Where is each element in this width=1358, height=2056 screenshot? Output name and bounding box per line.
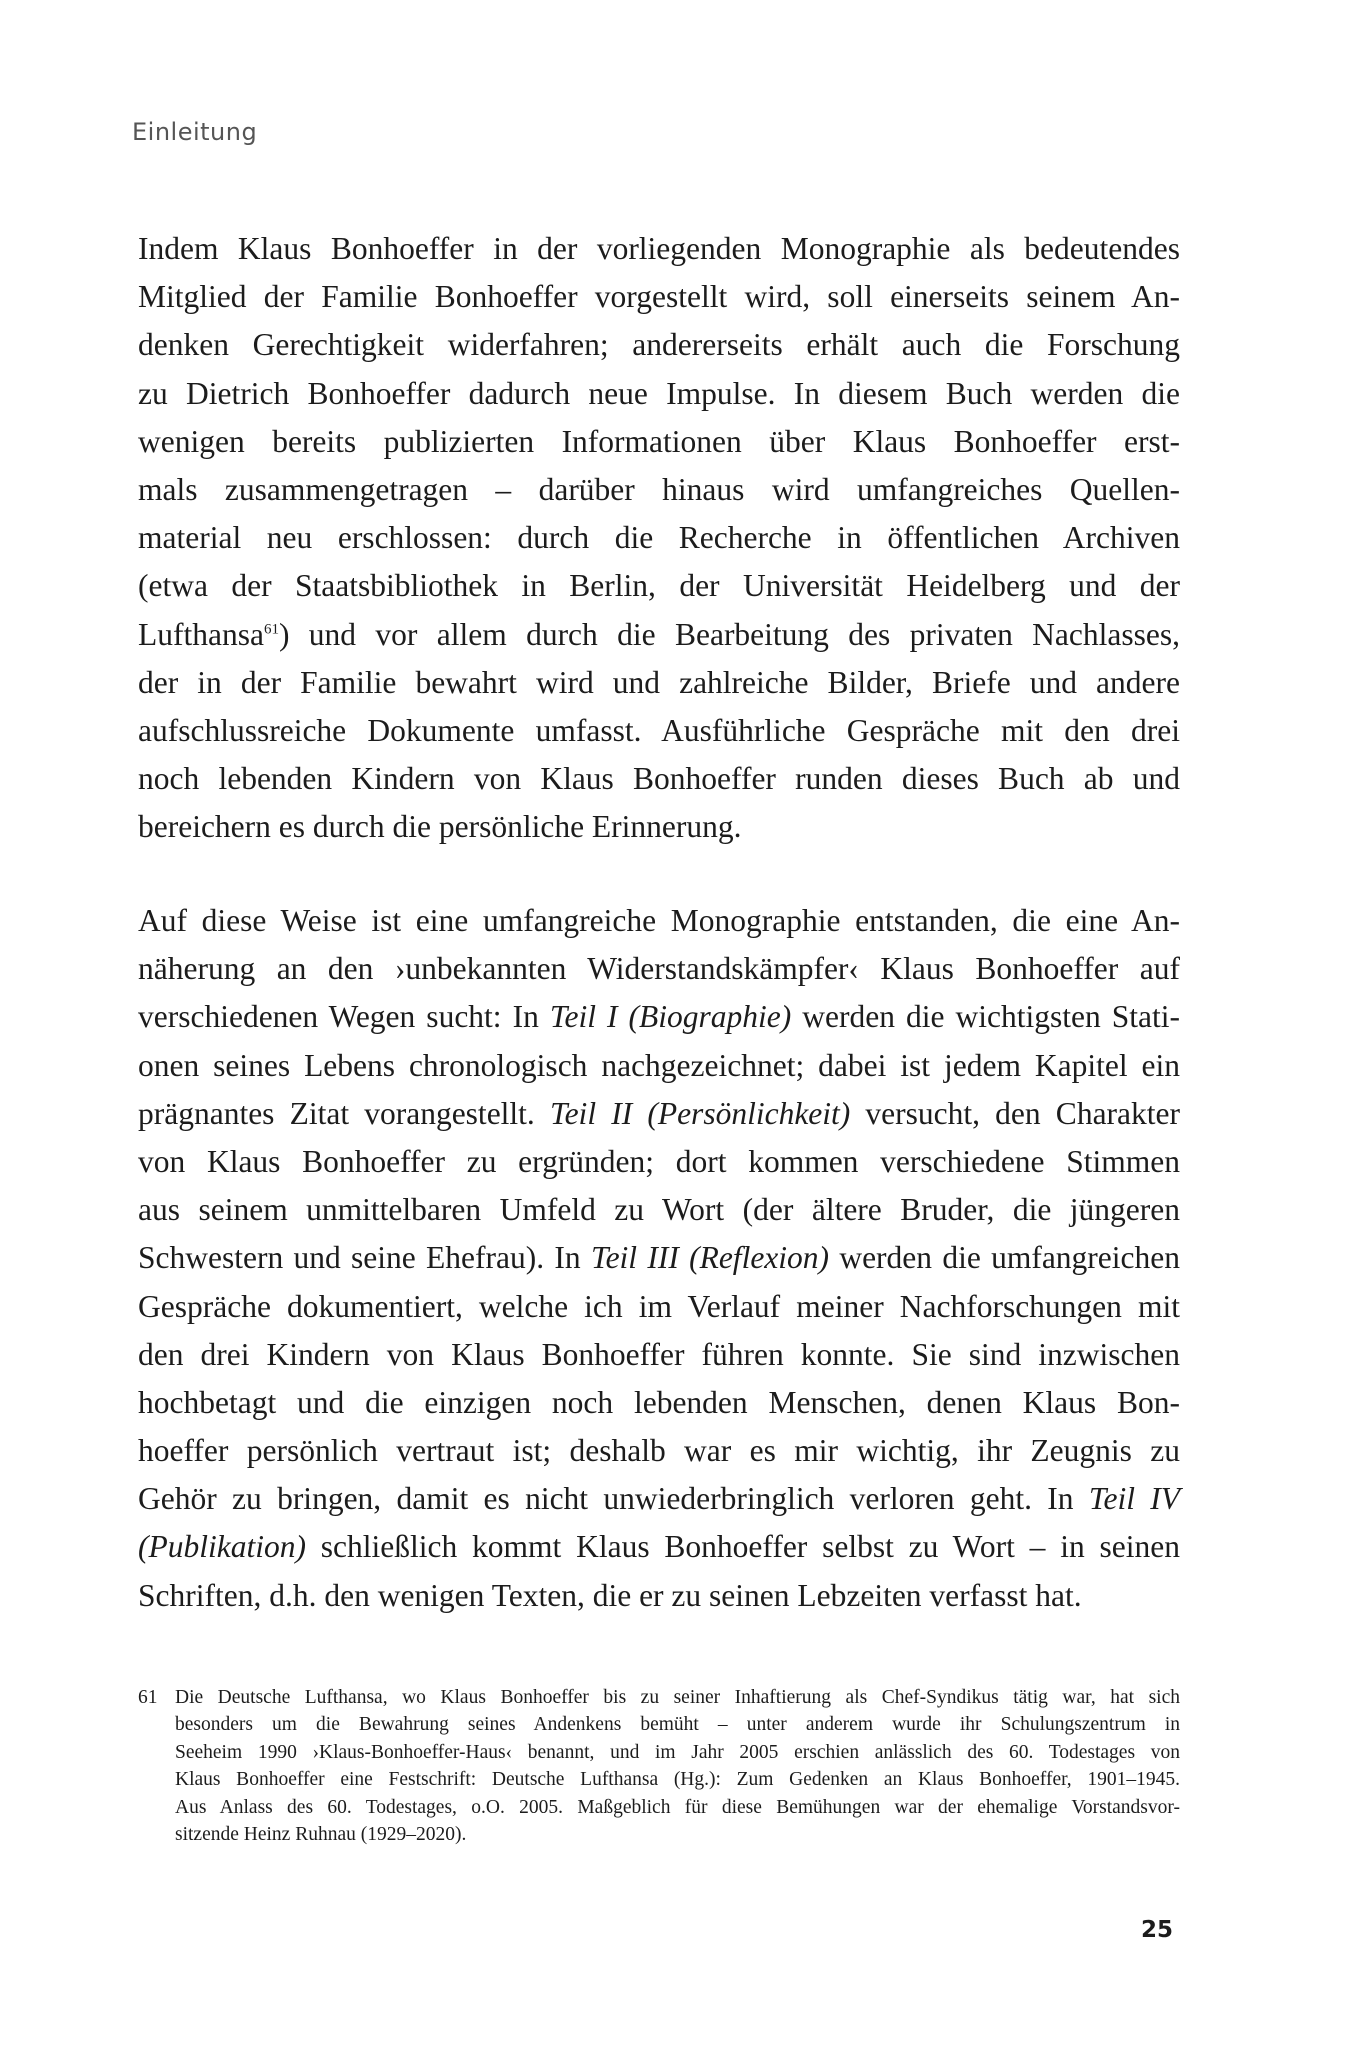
para1-line: zu Dietrich Bonhoeffer dadurch neue Impulse. In diesem Buch werden die xyxy=(138,375,1180,411)
para1-line: aufschlussreiche Dokumente umfasst. Ausführliche Gespräche mit den drei xyxy=(138,712,1180,748)
text-segment: ) und vor allem durch die Bearbeitung des privaten Nachlasses, xyxy=(278,616,1180,652)
para2-line: näherung an den ›unbekannten Widerstandskämpfer‹ Klaus Bonhoeffer auf xyxy=(138,951,1180,987)
para1-line: der in der Familie bewahrt wird und zahlreiche Bilder, Briefe und andere xyxy=(138,664,1180,700)
footnote-text xyxy=(175,1684,1180,1848)
running-head: Einleitung xyxy=(132,118,258,146)
para1-line: (etwa der Staatsbibliothek in Berlin, der Universität Heidelberg und der xyxy=(138,568,1180,604)
text-segment: schließlich kommt Klaus Bonhoeffer selbst zu Wort – in seinen xyxy=(305,1529,1180,1565)
para2-line xyxy=(138,1090,1180,1138)
text-segment: Schwestern und seine Ehefrau). In xyxy=(138,1240,591,1276)
para2-line: hochbetagt und die einzigen noch lebenden Menschen, denen Klaus Bon- xyxy=(138,1384,1180,1420)
footnote.lines-line: besonders um die Bewahrung seines Andenkens bemüht – unter anderem wurde ihr Schulungszentrum in xyxy=(175,1714,1180,1736)
para1-line: Mitglied der Familie Bonhoeffer vorgestellt wird, soll einerseits seinem An- xyxy=(138,279,1180,315)
footnote.lines-line: Klaus Bonhoeffer eine Festschrift: Deutsche Lufthansa (Hg.): Zum Gedenken an Klaus Bonhoeffer, 1901–1945. xyxy=(175,1769,1180,1791)
italic-section-title: Teil I (Biographie) xyxy=(549,999,792,1035)
para1-line xyxy=(138,611,1180,659)
text-segment: Gehör zu bringen, damit es nicht unwiederbringlich verloren geht. In xyxy=(138,1481,1089,1517)
footnote.lines-line: sitzende Heinz Ruhnau (1929–2020). xyxy=(175,1824,467,1846)
text-segment: werden die wichtigsten Stati- xyxy=(791,999,1180,1035)
para1-line: bereichern es durch die persönliche Erinnerung. xyxy=(138,809,742,845)
footnote-number: 61 xyxy=(138,1687,158,1708)
para2-line: aus seinem unmittelbaren Umfeld zu Wort (der ältere Bruder, die jüngeren xyxy=(138,1192,1180,1228)
text-segment: Lufthansa xyxy=(138,616,264,652)
paragraph-1 xyxy=(138,225,1180,851)
text-segment: versucht, den Charakter xyxy=(850,1095,1180,1131)
para1-line: material neu erschlossen: durch die Recherche in öffentlichen Archiven xyxy=(138,520,1180,556)
para2-line: von Klaus Bonhoeffer zu ergründen; dort kommen verschiedene Stimmen xyxy=(138,1143,1180,1179)
para2-line xyxy=(138,1475,1180,1523)
italic-section-title: Teil III (Reflexion) xyxy=(590,1240,830,1276)
italic-section-title: (Publikation) xyxy=(138,1529,306,1565)
para2-line: hoeffer persönlich vertraut ist; deshalb war es mir wichtig, ihr Zeugnis zu xyxy=(138,1433,1180,1469)
italic-section-title: Teil II (Persönlichkeit) xyxy=(549,1095,851,1131)
para1-line: denken Gerechtigkeit widerfahren; andererseits erhält auch die Forschung xyxy=(138,327,1180,363)
footnote xyxy=(138,1684,1180,1848)
para2-line: Schriften, d.h. den wenigen Texten, die er zu seinen Lebzeiten verfasst hat. xyxy=(138,1577,1082,1613)
text-segment: verschiedenen Wegen sucht: In xyxy=(138,999,550,1035)
para1-line: noch lebenden Kindern von Klaus Bonhoeffer runden dieses Buch ab und xyxy=(138,761,1180,797)
para2-line xyxy=(138,993,1180,1041)
page-number: 25 xyxy=(1141,1917,1174,1943)
footnote.lines-line: Seeheim 1990 ›Klaus-Bonhoeffer-Haus‹ benannt, und im Jahr 2005 erschien anlässlich des 60. Todestages von xyxy=(175,1741,1180,1763)
paragraph-2 xyxy=(138,897,1180,1620)
footnote-reference[interactable]: 61 xyxy=(263,621,279,637)
italic-section-title: Teil IV xyxy=(1088,1481,1180,1517)
para2-line xyxy=(138,1523,1180,1571)
para1-line: wenigen bereits publizierten Informationen über Klaus Bonhoeffer erst- xyxy=(138,423,1180,459)
footnote.lines-line: Die Deutsche Lufthansa, wo Klaus Bonhoeffer bis zu seiner Inhaftierung als Chef-Syndikus tätig war, hat sich xyxy=(175,1687,1180,1708)
text-segment: werden die umfangreichen xyxy=(829,1240,1180,1276)
footnote.lines-line: Aus Anlass des 60. Todestages, o.O. 2005. Maßgeblich für diese Bemühungen war der ehemalige Vorstandsvor- xyxy=(175,1796,1180,1818)
para2-line: Auf diese Weise ist eine umfangreiche Monographie entstanden, die eine An- xyxy=(138,903,1180,938)
para2-line xyxy=(138,1234,1180,1282)
para2-line: den drei Kindern von Klaus Bonhoeffer führen konnte. Sie sind inzwischen xyxy=(138,1336,1180,1372)
para2-line: onen seines Lebens chronologisch nachgezeichnet; dabei ist jedem Kapitel ein xyxy=(138,1047,1180,1083)
para1-line: Indem Klaus Bonhoeffer in der vorliegenden Monographie als bedeutendes xyxy=(138,231,1180,266)
para2-line: Gespräche dokumentiert, welche ich im Verlauf meiner Nachforschungen mit xyxy=(138,1288,1180,1324)
para1-line: mals zusammengetragen – darüber hinaus wird umfangreiches Quellen- xyxy=(138,471,1180,507)
text-segment: prägnantes Zitat vorangestellt. xyxy=(138,1095,550,1131)
